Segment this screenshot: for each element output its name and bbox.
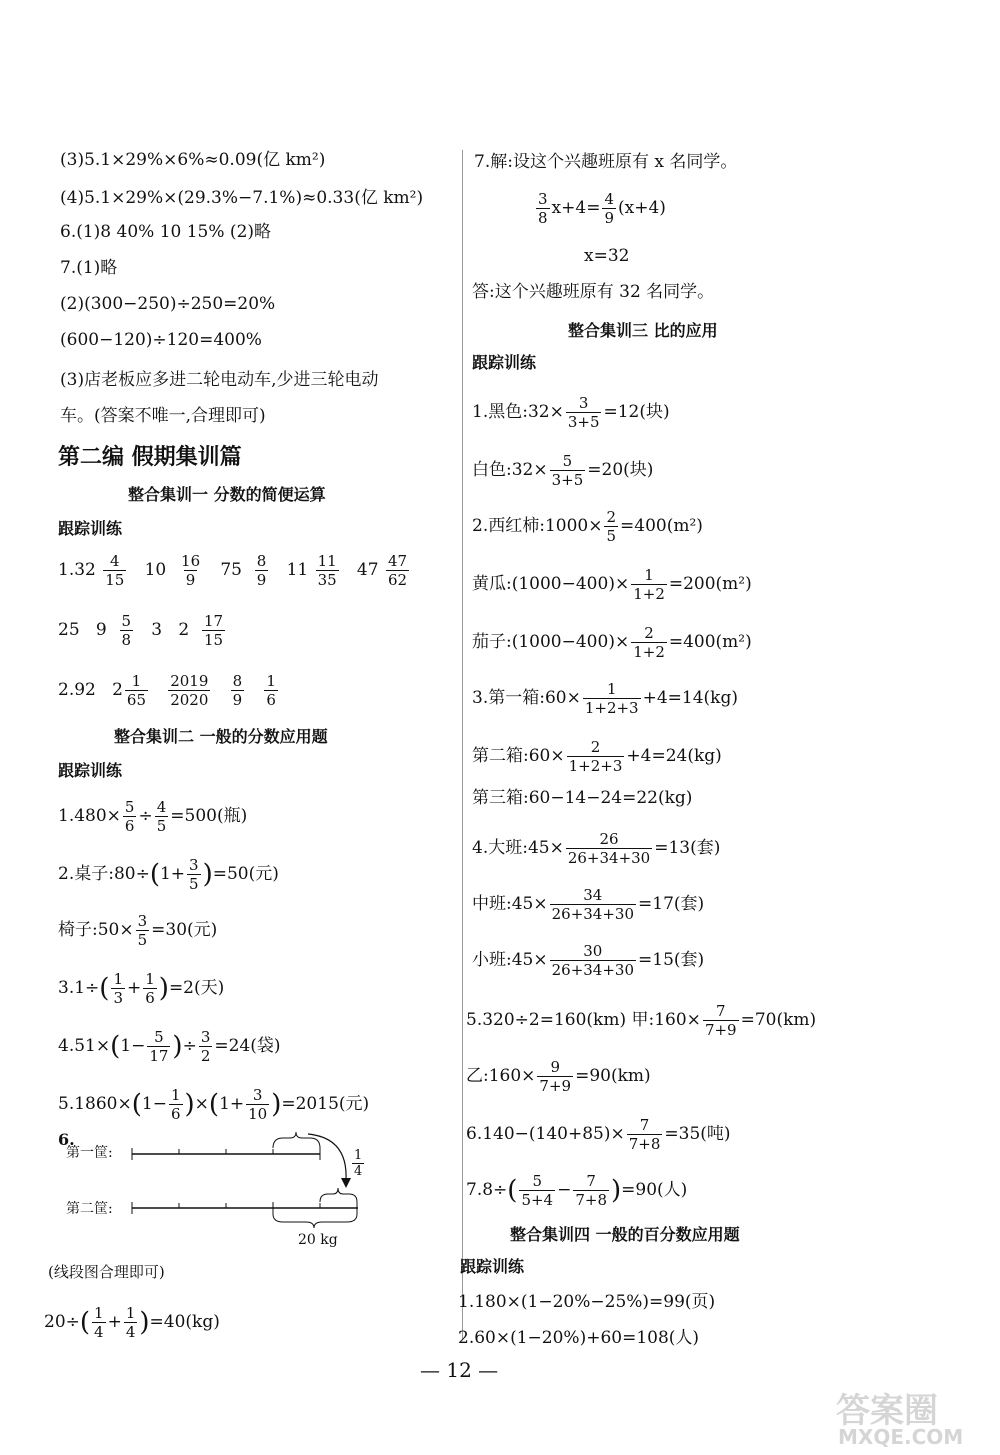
denominator: 9 bbox=[604, 209, 614, 227]
numerator: 5 bbox=[532, 1172, 543, 1190]
answer-line: 6.(1)8 40% 10 15% (2)略 bbox=[60, 222, 272, 242]
answer-line bbox=[472, 394, 670, 431]
numerator: 17 bbox=[203, 612, 224, 630]
fraction bbox=[604, 508, 618, 545]
fraction bbox=[386, 552, 409, 589]
answer-text: 4.大班:45× bbox=[472, 838, 564, 858]
fraction bbox=[264, 672, 278, 709]
answer-text: + bbox=[126, 978, 142, 998]
denominator: 1+2+3 bbox=[568, 757, 623, 775]
section-heading: 整合集训二 一般的分数应用题 bbox=[114, 727, 328, 746]
answer-text: 75 bbox=[220, 560, 242, 580]
answer-line bbox=[58, 672, 280, 709]
answer-line: x=32 bbox=[584, 246, 630, 266]
answer-line: (4)5.1×29%×(29.3%−7.1%)≈0.33(亿 km²) bbox=[60, 188, 424, 208]
watermark-logo bbox=[828, 1388, 988, 1448]
answer-text: =400(m²) bbox=[620, 516, 703, 536]
answer-line bbox=[466, 1002, 816, 1039]
answer-line bbox=[58, 612, 227, 649]
answer-text: =50(元) bbox=[212, 864, 279, 884]
answer-line bbox=[472, 738, 722, 775]
answer-text: 2.西红柿:1000× bbox=[472, 516, 603, 536]
answer-text: 中班:45× bbox=[472, 894, 548, 914]
numerator: 8 bbox=[256, 552, 267, 570]
denominator: 4 bbox=[354, 1164, 363, 1179]
answer-text: =17(套) bbox=[638, 894, 705, 914]
answer-line bbox=[534, 190, 666, 227]
denominator: 15 bbox=[203, 631, 224, 649]
answer-text: =500(瓶) bbox=[170, 806, 248, 826]
answer-text: 5.1860× bbox=[58, 1094, 132, 1114]
denominator: 10 bbox=[248, 1105, 268, 1123]
denominator: 17 bbox=[149, 1047, 169, 1065]
numerator: 1 bbox=[266, 672, 276, 690]
answer-text: x+4= bbox=[551, 198, 601, 218]
answer-line bbox=[472, 624, 752, 661]
fraction bbox=[536, 190, 550, 227]
answer-line: (600−120)÷120=400% bbox=[60, 330, 262, 350]
answer-text: + bbox=[107, 1312, 122, 1332]
denominator: 5 bbox=[606, 527, 617, 545]
numerator: 2 bbox=[606, 508, 617, 526]
numerator: 5 bbox=[121, 612, 132, 630]
answer-text: × bbox=[194, 1094, 209, 1114]
fraction bbox=[631, 566, 667, 603]
numerator: 1 bbox=[94, 1304, 104, 1322]
answer-text: − bbox=[557, 1180, 572, 1200]
fraction bbox=[136, 912, 150, 949]
denominator: 35 bbox=[317, 571, 337, 589]
answer-text: =70(km) bbox=[740, 1010, 817, 1030]
numerator: 30 bbox=[583, 942, 603, 960]
answer-text: ÷ bbox=[182, 1036, 197, 1056]
answer-text: +4=24(kg) bbox=[626, 746, 722, 766]
answer-text: =20(块) bbox=[587, 460, 654, 480]
answer-text: =30(元) bbox=[151, 920, 218, 940]
watermark-url: MXQE.COM bbox=[838, 1425, 964, 1448]
numerator: 3 bbox=[578, 394, 589, 412]
denominator: 5 bbox=[137, 931, 148, 949]
fraction bbox=[92, 1304, 106, 1341]
numerator: 34 bbox=[583, 886, 603, 904]
answer-text: 2 bbox=[178, 620, 190, 640]
answer-line: 1.180×(1−20%−25%)=99(页) bbox=[458, 1292, 716, 1312]
denominator: 9 bbox=[256, 571, 267, 589]
subsection-heading: 跟踪训练 bbox=[58, 761, 123, 780]
numerator: 7 bbox=[586, 1172, 596, 1190]
denominator: 1+2 bbox=[633, 643, 665, 661]
answer-line: 第三箱:60−14−24=22(kg) bbox=[472, 788, 693, 808]
fraction bbox=[124, 1304, 138, 1341]
fraction bbox=[519, 1172, 555, 1209]
fraction bbox=[703, 1002, 739, 1039]
answer-text: =13(套) bbox=[654, 838, 721, 858]
fraction bbox=[550, 886, 636, 923]
answer-line bbox=[472, 886, 704, 923]
answer-line bbox=[472, 942, 704, 979]
denominator: 3 bbox=[113, 989, 123, 1007]
answer-line: 7.8÷( $\frac{5}{5+4}$ − $\frac{7}{7+8}$ )=90(人) bbox=[466, 1172, 688, 1209]
section-heading: 整合集训一 分数的简便运算 bbox=[128, 485, 326, 504]
answer-line bbox=[472, 566, 752, 603]
answer-text: 6.140−(140+85)× bbox=[466, 1124, 625, 1144]
answer-line: 2.60×(1−20%)+60=108(人) bbox=[458, 1328, 700, 1348]
fraction bbox=[537, 1058, 573, 1095]
numerator: 3 bbox=[538, 190, 548, 208]
answer-text: 47 bbox=[356, 560, 379, 580]
numerator: 26 bbox=[599, 830, 619, 848]
fraction bbox=[631, 624, 667, 661]
denominator: 5+4 bbox=[521, 1191, 554, 1209]
numerator: 7 bbox=[639, 1116, 650, 1134]
answer-line: (2)(300−250)÷250=20% bbox=[60, 294, 276, 314]
numerator: 8 bbox=[232, 672, 243, 690]
denominator: 26+34+30 bbox=[551, 905, 635, 923]
page-number: — 12 — bbox=[420, 1358, 499, 1382]
numerator: 3 bbox=[189, 856, 199, 874]
answer-text: ÷ bbox=[138, 806, 153, 826]
denominator: 62 bbox=[387, 571, 408, 589]
answer-text: +4=14(kg) bbox=[642, 688, 738, 708]
fraction bbox=[573, 1172, 609, 1209]
answer-text: =200(m²) bbox=[668, 574, 752, 594]
numerator: 5 bbox=[154, 1028, 164, 1046]
numerator: 7 bbox=[715, 1002, 726, 1020]
answer-text: 茄子:(1000−400)× bbox=[472, 632, 630, 652]
answer-line: 4.51×(1− $\frac{5}{17}$ )÷ $\frac{3}{2}$ =24(袋) bbox=[58, 1028, 281, 1065]
denominator: 8 bbox=[538, 209, 548, 227]
fraction bbox=[627, 1116, 663, 1153]
answer-line bbox=[58, 798, 247, 835]
denominator: 2 bbox=[200, 1047, 211, 1065]
fraction bbox=[147, 1028, 170, 1065]
answer-text: 1.32 bbox=[58, 560, 96, 580]
answer-line: 答:这个兴趣班原有 32 名同学。 bbox=[472, 282, 715, 302]
answer-line bbox=[472, 830, 720, 867]
fraction bbox=[120, 612, 134, 649]
fraction bbox=[550, 942, 636, 979]
diagram-label: 第二筐: bbox=[66, 1201, 113, 1217]
subsection-heading: 跟踪训练 bbox=[472, 353, 537, 372]
fraction bbox=[566, 394, 602, 431]
fraction bbox=[199, 1028, 213, 1065]
answer-text: 1+ bbox=[159, 864, 186, 884]
answer-text: 小班:45× bbox=[472, 950, 548, 970]
fraction bbox=[255, 552, 269, 589]
denominator: 6 bbox=[145, 989, 155, 1007]
answer-text: 2 bbox=[112, 680, 123, 700]
fraction bbox=[602, 190, 616, 227]
fraction bbox=[187, 856, 201, 893]
diagram-label: 20 kg bbox=[298, 1232, 338, 1248]
answer-line: (3)5.1×29%×6%≈0.09(亿 km²) bbox=[60, 150, 326, 170]
denominator: 9 bbox=[185, 571, 196, 589]
answer-line bbox=[58, 552, 411, 589]
denominator: 7+8 bbox=[575, 1191, 607, 1209]
line-segment-diagram bbox=[58, 1128, 363, 1278]
fraction bbox=[567, 738, 625, 775]
fraction bbox=[143, 970, 157, 1007]
fraction bbox=[123, 798, 137, 835]
denominator: 9 bbox=[232, 691, 243, 709]
answer-text: 2.桌子:80÷ bbox=[58, 864, 150, 884]
denominator: 6 bbox=[266, 691, 276, 709]
denominator: 4 bbox=[94, 1323, 104, 1341]
answer-text: 20÷ bbox=[44, 1312, 80, 1332]
answer-line bbox=[472, 680, 738, 717]
watermark-text: 答案圈 bbox=[836, 1391, 938, 1431]
edition-heading: 第二编 假期集训篇 bbox=[58, 445, 242, 470]
numerator: 5 bbox=[124, 798, 135, 816]
answer-text: =90(km) bbox=[575, 1066, 651, 1086]
fraction bbox=[246, 1086, 269, 1123]
answer-text: 黄瓜:(1000−400)× bbox=[472, 574, 630, 594]
answer-text: 4.51× bbox=[58, 1036, 111, 1056]
numerator: 2019 bbox=[170, 672, 209, 690]
fraction bbox=[350, 1148, 366, 1179]
numerator: 3 bbox=[252, 1086, 263, 1104]
segment-lines bbox=[58, 1128, 358, 1278]
denominator: 6 bbox=[170, 1105, 181, 1123]
denominator: 2020 bbox=[170, 691, 209, 709]
answer-line bbox=[58, 912, 217, 949]
answer-text: =400(m²) bbox=[668, 632, 752, 652]
diagram-label: 第一筐: bbox=[66, 1145, 113, 1161]
answer-text: 7.8÷ bbox=[466, 1180, 508, 1200]
fraction bbox=[566, 830, 652, 867]
section-heading: 整合集训四 一般的百分数应用题 bbox=[510, 1225, 740, 1244]
numerator: 16 bbox=[181, 552, 201, 570]
answer-line: 7.(1)略 bbox=[60, 258, 118, 278]
numerator: 1 bbox=[145, 970, 155, 988]
answer-text: 10 bbox=[144, 560, 167, 580]
denominator: 5 bbox=[156, 817, 167, 835]
numerator: 1 bbox=[131, 672, 142, 690]
fraction bbox=[168, 672, 210, 709]
subsection-heading: 跟踪训练 bbox=[58, 519, 123, 538]
numerator: 3 bbox=[200, 1028, 211, 1046]
fraction bbox=[169, 1086, 183, 1123]
numerator: 1 bbox=[606, 680, 617, 698]
denominator: 8 bbox=[121, 631, 132, 649]
answer-text: 3 bbox=[151, 620, 163, 640]
answer-line: (3)店老板应多进二轮电动车,少进三轮电动 bbox=[60, 370, 379, 390]
answer-text: =2015(元) bbox=[281, 1094, 370, 1114]
denominator: 5 bbox=[189, 875, 199, 893]
numerator: 1 bbox=[170, 1086, 181, 1104]
answer-text: =2(天) bbox=[168, 978, 225, 998]
answer-text: 乙:160× bbox=[466, 1066, 536, 1086]
answer-text: 5.320÷2=160(km) 甲:160× bbox=[466, 1010, 701, 1030]
fraction bbox=[179, 552, 202, 589]
numerator: 1 bbox=[113, 970, 123, 988]
answer-line bbox=[466, 1116, 731, 1153]
subsection-heading: 跟踪训练 bbox=[460, 1257, 525, 1276]
numerator: 5 bbox=[562, 452, 573, 470]
fraction bbox=[155, 798, 169, 835]
denominator: 4 bbox=[125, 1323, 136, 1341]
answer-text: 25 bbox=[58, 620, 80, 640]
answer-text: 9 bbox=[95, 620, 107, 640]
answer-line: 5.1860×(1− $\frac{1}{6}$ )×(1+ $\frac{3}{10}$ )=2015(元) bbox=[58, 1086, 370, 1123]
fraction bbox=[103, 552, 126, 589]
answer-line: 7.解:设这个兴趣班原有 x 名同学。 bbox=[474, 152, 738, 172]
answer-text: 3.1÷ bbox=[58, 978, 100, 998]
answer-text: 1.黑色:32× bbox=[472, 402, 564, 422]
section-heading: 整合集训三 比的应用 bbox=[568, 321, 718, 340]
answer-text: 第二箱:60× bbox=[472, 746, 565, 766]
numerator: 3 bbox=[137, 912, 148, 930]
answer-text: 椅子:50× bbox=[58, 920, 134, 940]
numerator: 11 bbox=[317, 552, 337, 570]
numerator: 2 bbox=[590, 738, 601, 756]
answer-text: 1− bbox=[120, 1036, 146, 1056]
answer-text: 11 bbox=[286, 560, 309, 580]
answer-text: =15(套) bbox=[638, 950, 705, 970]
fraction bbox=[111, 970, 125, 1007]
numerator: 1 bbox=[644, 566, 654, 584]
fraction bbox=[231, 672, 245, 709]
denominator: 3+5 bbox=[567, 413, 600, 431]
answer-text: 1− bbox=[141, 1094, 167, 1114]
denominator: 1+2 bbox=[633, 585, 665, 603]
numerator: 1 bbox=[354, 1148, 363, 1163]
denominator: 26+34+30 bbox=[551, 961, 635, 979]
answer-line: 20÷( $\frac{1}{4}$ + $\frac{1}{4}$ )=40(kg) bbox=[44, 1304, 220, 1341]
numerator: 4 bbox=[156, 798, 167, 816]
denominator: 65 bbox=[126, 691, 146, 709]
answer-text: 白色:32× bbox=[472, 460, 548, 480]
fraction bbox=[202, 612, 225, 649]
answer-line: 3.1÷( $\frac{1}{3}$ + $\frac{1}{6}$ )=2(天) bbox=[58, 970, 225, 1007]
answer-text: 6. bbox=[58, 1130, 75, 1149]
fraction bbox=[316, 552, 339, 589]
answer-line bbox=[472, 508, 703, 545]
answer-line bbox=[466, 1058, 651, 1095]
denominator: 26+34+30 bbox=[567, 849, 651, 867]
answer-text: =40(kg) bbox=[149, 1312, 220, 1332]
answer-text: 1.480× bbox=[58, 806, 121, 826]
numerator: 1 bbox=[125, 1304, 136, 1322]
denominator: 6 bbox=[124, 817, 135, 835]
numerator: 4 bbox=[604, 190, 614, 208]
denominator: 7+9 bbox=[539, 1077, 572, 1095]
answer-text: =12(块) bbox=[603, 402, 670, 422]
numerator: 4 bbox=[110, 552, 120, 570]
answer-text: 1+ bbox=[219, 1094, 245, 1114]
denominator: 7+8 bbox=[628, 1135, 661, 1153]
denominator: 7+9 bbox=[704, 1021, 737, 1039]
answer-text: =35(吨) bbox=[664, 1124, 731, 1144]
answer-text: 2.92 bbox=[58, 680, 96, 700]
denominator: 15 bbox=[105, 571, 125, 589]
answer-text: 3.第一箱:60× bbox=[472, 688, 581, 708]
numerator: 9 bbox=[550, 1058, 561, 1076]
denominator: 1+2+3 bbox=[584, 699, 639, 717]
answer-text: (x+4) bbox=[618, 198, 666, 218]
numerator: 47 bbox=[387, 552, 408, 570]
answer-text: =24(袋) bbox=[214, 1036, 281, 1056]
fraction bbox=[550, 452, 586, 489]
answer-line: 2.桌子:80÷(1+ $\frac{3}{5}$ )=50(元) bbox=[58, 856, 279, 893]
answer-text: =90(人) bbox=[621, 1180, 688, 1200]
denominator: 3+5 bbox=[551, 471, 584, 489]
column-divider bbox=[462, 150, 463, 1340]
answer-note: (线段图合理即可) bbox=[48, 1263, 165, 1281]
fraction bbox=[125, 672, 148, 709]
fraction bbox=[583, 680, 641, 717]
answer-line: 车。(答案不唯一,合理即可) bbox=[60, 406, 266, 426]
numerator: 2 bbox=[644, 624, 654, 642]
answer-line bbox=[472, 452, 653, 489]
